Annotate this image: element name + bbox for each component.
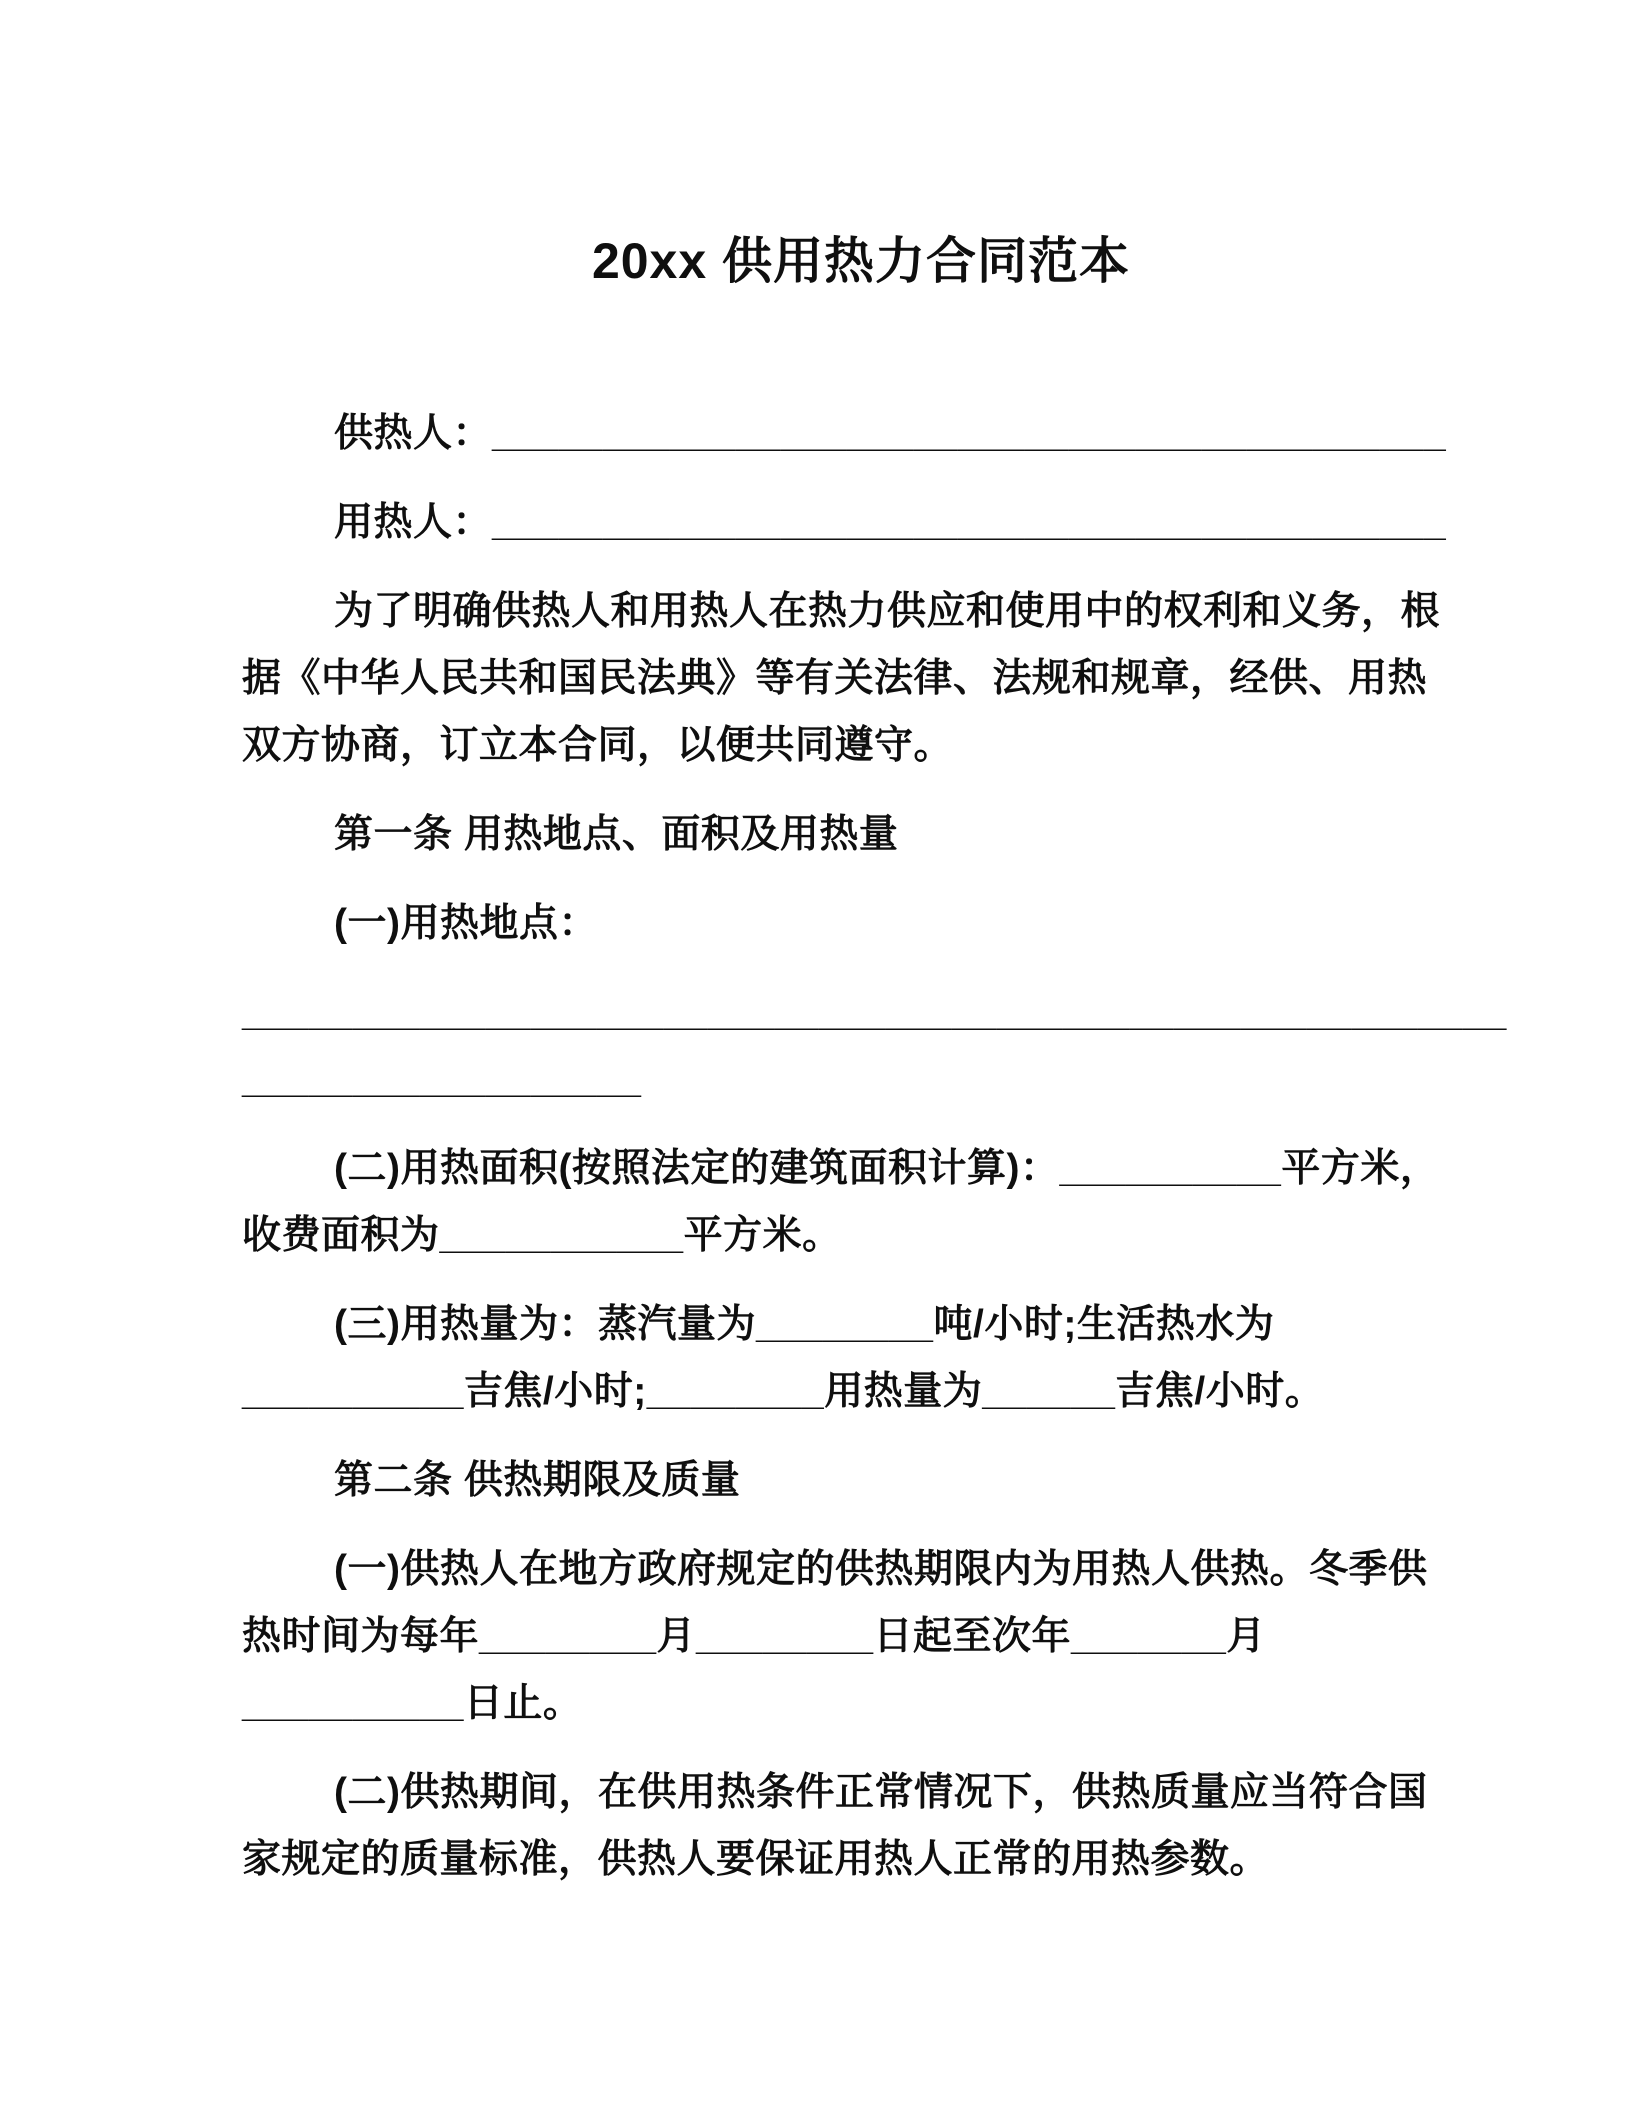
clause-1-3-heat-load-line-1: (三)用热量为：蒸汽量为________吨/小时;生活热水为 bbox=[334, 1303, 1275, 1346]
document-title: 20xx 供用热力合同范本 bbox=[591, 233, 1131, 289]
clause-1-3-heat-load-line-2: __________吉焦/小时;________用热量为______吉焦/小时。 bbox=[242, 1370, 1325, 1413]
consumer-party-line: 用热人：___________________________________________ bbox=[334, 501, 1447, 544]
fill-in-blank-line-1: _________________________________________________________ bbox=[242, 991, 1507, 1034]
article-1-heading: 第一条 用热地点、面积及用热量 bbox=[334, 813, 899, 856]
preamble-line-3: 双方协商，订立本合同，以便共同遵守。 bbox=[242, 724, 954, 767]
supplier-party-line: 供热人：___________________________________________ bbox=[334, 412, 1447, 455]
clause-2-1-heating-period-line-3: __________日止。 bbox=[242, 1682, 583, 1725]
preamble-line-1: 为了明确供热人和用热人在热力供应和使用中的权利和义务，根 bbox=[334, 590, 1441, 633]
fill-in-blank-line-2: __________________ bbox=[242, 1058, 642, 1101]
article-2-heading: 第二条 供热期限及质量 bbox=[334, 1459, 741, 1502]
clause-2-1-heating-period-line-2: 热时间为每年________月________日起至次年_______月 bbox=[242, 1615, 1266, 1658]
clause-2-2-quality-line-1: (二)供热期间，在供用热条件正常情况下，供热质量应当符合国 bbox=[334, 1771, 1428, 1814]
preamble-line-2: 据《中华人民共和国民法典》等有关法律、法规和规章，经供、用热 bbox=[242, 657, 1428, 700]
document-content bbox=[242, 228, 1507, 1893]
clause-2-1-heating-period-line-1: (一)供热人在地方政府规定的供热期限内为用热人供热。冬季供 bbox=[334, 1548, 1428, 1591]
clause-1-2-heat-area-line-2: 收费面积为___________平方米。 bbox=[242, 1214, 842, 1257]
clause-1-1-heat-location-line: (一)用热地点： bbox=[334, 902, 598, 945]
clause-1-2-heat-area-line-1: (二)用热面积(按照法定的建筑面积计算)：__________平方米， bbox=[334, 1147, 1440, 1190]
clause-2-2-quality-line-2: 家规定的质量标准，供热人要保证用热人正常的用热参数。 bbox=[242, 1838, 1270, 1881]
